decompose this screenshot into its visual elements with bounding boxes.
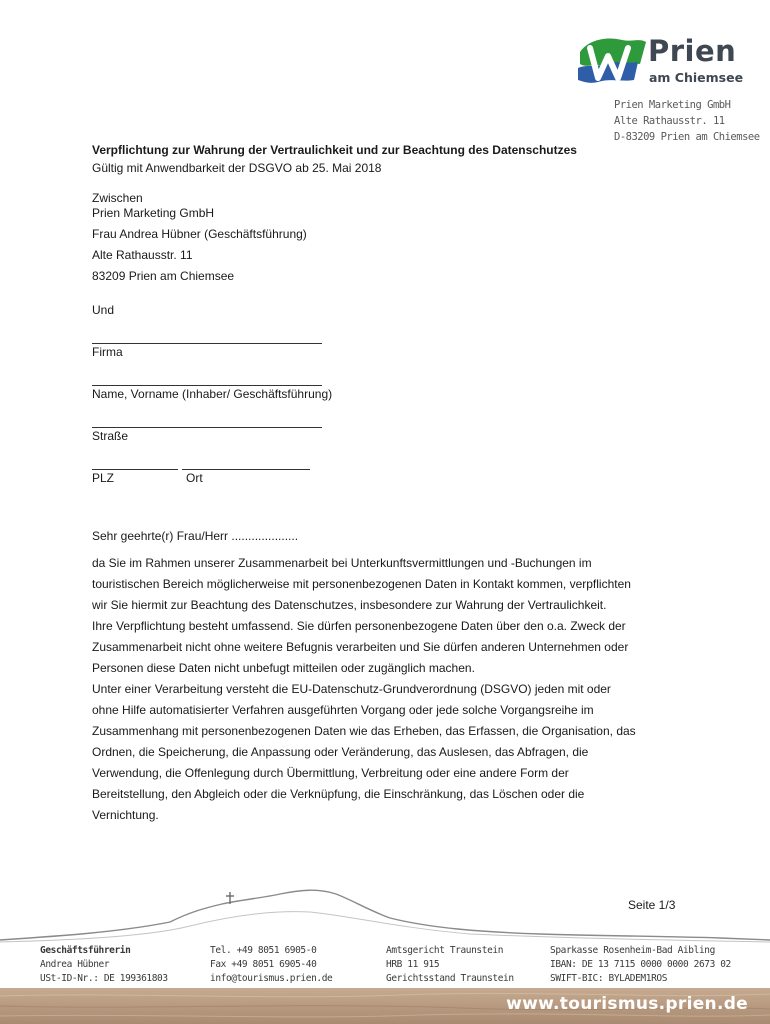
party-a-city: 83209 Prien am Chiemsee [92,269,235,283]
body-line: Bereitstellung, den Abgleich oder die Verknüpfung, die Einschränkung, das Löschen oder die [92,787,585,801]
name-field-label: Name, Vorname (Inhaber/ Geschäftsführung) [92,387,333,401]
footer-court [386,944,514,986]
footer-phone: Tel. +49 8051 6905-0 [210,945,317,956]
validity-note: Gültig mit Anwendbarkeit der DSGVO ab 25. Mai 2018 [92,161,382,175]
footer-fax: Fax +49 8051 6905-40 [210,959,317,970]
zip-field-label: PLZ [92,471,115,485]
company-field-label: Firma [92,345,123,359]
body-line: Zusammenarbeit nicht ohne weitere Befugnis verarbeiten und Sie dürfen anderen Unternehmen oder [92,640,629,654]
between-label: Zwischen [92,191,143,205]
body-line: wir Sie hiermit zur Beachtung des Datenschutzes, insbesondere zur Wahrung der Vertraulichkeit. [92,598,607,612]
footer-text: HRB 11 915 [386,959,440,970]
body-line: Zusammenhang mit personenbezogenen Daten wie das Erheben, das Erfassen, die Organisation, das [92,724,636,738]
prien-logo [576,34,746,90]
page-number: Seite 1/3 [628,898,676,912]
city-blank[interactable] [182,469,310,470]
party-a-street: Alte Rathausstr. 11 [92,248,193,262]
logo-subtitle: am Chiemsee [649,70,744,85]
body-line: Ordnen, die Speicherung, die Anpassung oder Veränderung, das Auslesen, das Abfragen, die [92,745,589,759]
name-blank[interactable] [92,385,322,386]
sender-line: Prien Marketing GmbH [614,99,731,111]
zip-blank[interactable] [92,469,178,470]
body-line: Unter einer Verarbeitung versteht die EU-Datenschutz-Grundverordnung (DSGVO) jeden mit oder [92,682,611,696]
company-blank[interactable] [92,343,322,344]
body-line: Personen diese Daten nicht unbefugt mitteilen oder zugänglich machen. [92,661,475,675]
body-line: Ihre Verpflichtung besteht umfassend. Sie dürfen personenbezogene Daten über den o.a. Zweck der [92,619,626,633]
party-a-company: Prien Marketing GmbH [92,206,215,220]
footer-email[interactable]: info@tourismus.prien.de [210,973,333,984]
body-line: ohne Hilfe automatisierter Verfahren ausgeführten Vorgang oder jede solche Vorgangsreihe im [92,703,594,717]
footer-text: USt-ID-Nr.: DE 199361803 [40,973,168,984]
footer-text: Amtsgericht Traunstein [386,945,504,956]
sender-line: D-83209 Prien am Chiemsee [614,131,760,143]
footer-text: IBAN: DE 13 7115 0000 0000 2673 02 [550,959,731,970]
footer-text: Gerichtsstand Traunstein [386,973,514,984]
body-line: touristischen Bereich möglicherweise mit personenbezogenen Daten in Kontakt kommen, verpflichten [92,577,631,591]
street-blank[interactable] [92,427,322,428]
street-field-label: Straße [92,429,129,443]
footer-bank [550,944,731,986]
footer-heading: Geschäftsführerin [40,945,131,956]
footer-text: Sparkasse Rosenheim-Bad Aibling [550,945,715,956]
city-field-label: Ort [186,471,203,485]
body-line: da Sie im Rahmen unserer Zusammenarbeit bei Unterkunftsvermittlungen und -Buchungen im [92,556,592,570]
party-a-contact: Frau Andrea Hübner (Geschäftsführung) [92,227,307,241]
salutation: Sehr geehrte(r) Frau/Herr .................... [92,529,299,543]
body-line: Vernichtung. [92,808,159,822]
footer-text: Andrea Hübner [40,959,110,970]
website-link[interactable]: www.tourismus.prien.de [506,994,748,1014]
body-line: Verwendung, die Offenlegung durch Übermittlung, Verbreitung oder eine andere Form der [92,766,569,780]
and-label: Und [92,303,115,317]
sender-address [614,97,760,145]
footer-contact [210,944,332,986]
footer-text: SWIFT-BIC: BYLADEM1ROS [550,973,668,984]
sender-line: Alte Rathausstr. 11 [614,115,725,127]
prien-logo-mark-icon [576,34,648,86]
footer-management [40,944,168,986]
document-title: Verpflichtung zur Wahrung der Vertraulichkeit und zur Beachtung des Datenschutzes [92,143,577,157]
logo-name: Prien [648,34,737,68]
